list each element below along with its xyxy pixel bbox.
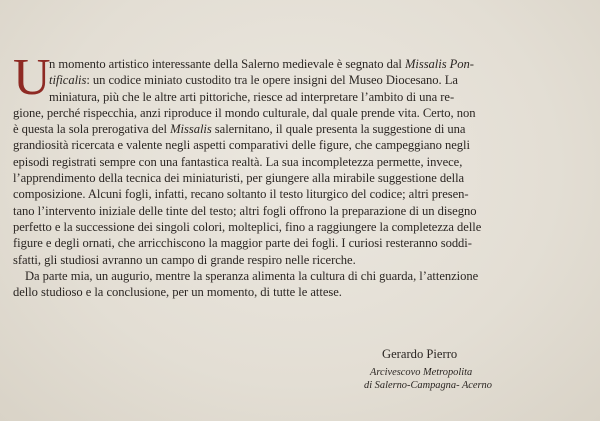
text-line — [13, 203, 533, 219]
line-text: dello studioso e la conclusione, per un momento, di tutte le attese. — [13, 285, 342, 300]
line-text: figure e degli ornati, che arricchiscono la maggior parte dei fogli. I curiosi resteranno soddi- — [13, 236, 472, 251]
line-text: salernitano, il quale presenta la suggestione di una — [211, 122, 466, 137]
preface-text — [13, 49, 533, 300]
line-text: è questa la sola prerogativa del — [13, 122, 171, 137]
text-line — [13, 137, 533, 153]
line-text: Da parte mia, un augurio, mentre la speranza alimenta la cultura di chi guarda, l’attenzione — [25, 268, 479, 283]
line-text: perfetto e la successione dei singoli colori, molteplici, fino a raggiungere la completezza delle — [13, 219, 482, 234]
text-line — [13, 170, 533, 186]
italic-title: Missalis — [170, 122, 212, 137]
author-diocese: di Salerno-Campagna- Acerno — [364, 380, 492, 391]
text-line — [13, 154, 533, 170]
italic-title: Missalis Pon- — [404, 57, 474, 71]
italic-title: tificalis — [49, 73, 87, 88]
text-line — [13, 284, 533, 300]
text-line — [13, 219, 533, 235]
line-text: tano l’intervento iniziale delle tinte del testo; altri fogli offrono la preparazione di un disegno — [13, 203, 477, 218]
author-name: Gerardo Pierro — [382, 347, 458, 361]
line-text: : un codice miniato custodito tra le opere insigni del Museo Diocesano. La — [86, 73, 458, 88]
line-text: episodi registrati sempre con una fantastica realtà. La sua incompletezza permette, invece, — [13, 154, 463, 169]
signature-block — [360, 347, 510, 392]
text-line — [13, 56, 533, 72]
text-line — [13, 105, 533, 121]
text-line — [13, 89, 533, 105]
drop-cap: U — [13, 49, 51, 106]
line-text: grandiosità ricercata e valente negli aspetti comparativi delle figure, che campeggiano negli — [13, 138, 470, 153]
text-line — [13, 186, 533, 202]
line-text: n momento artistico interessante della Salerno medievale è segnato dal — [49, 57, 405, 71]
line-text: sfatti, gli studiosi avranno un campo di grande respiro nelle ricerche. — [13, 252, 356, 267]
text-line — [13, 252, 533, 268]
text-line — [13, 268, 533, 284]
line-text: composizione. Alcuni fogli, infatti, recano soltanto il testo liturgico del codice; altri presen- — [13, 187, 469, 202]
line-text: gione, perché rispecchia, anzi riproduce il mondo culturale, dal quale prende vita. Certo, non — [13, 105, 476, 120]
line-text: miniatura, più che le altre arti pittoriche, riesce ad interpretare l’ambito di una re- — [49, 89, 455, 104]
text-line — [13, 235, 533, 251]
text-line — [13, 121, 533, 137]
author-title: Arcivescovo Metropolita — [370, 367, 473, 378]
line-text: l’apprendimento della tecnica dei miniaturisti, per giungere alla mirabile suggestione della — [13, 171, 465, 186]
text-line — [13, 72, 533, 88]
